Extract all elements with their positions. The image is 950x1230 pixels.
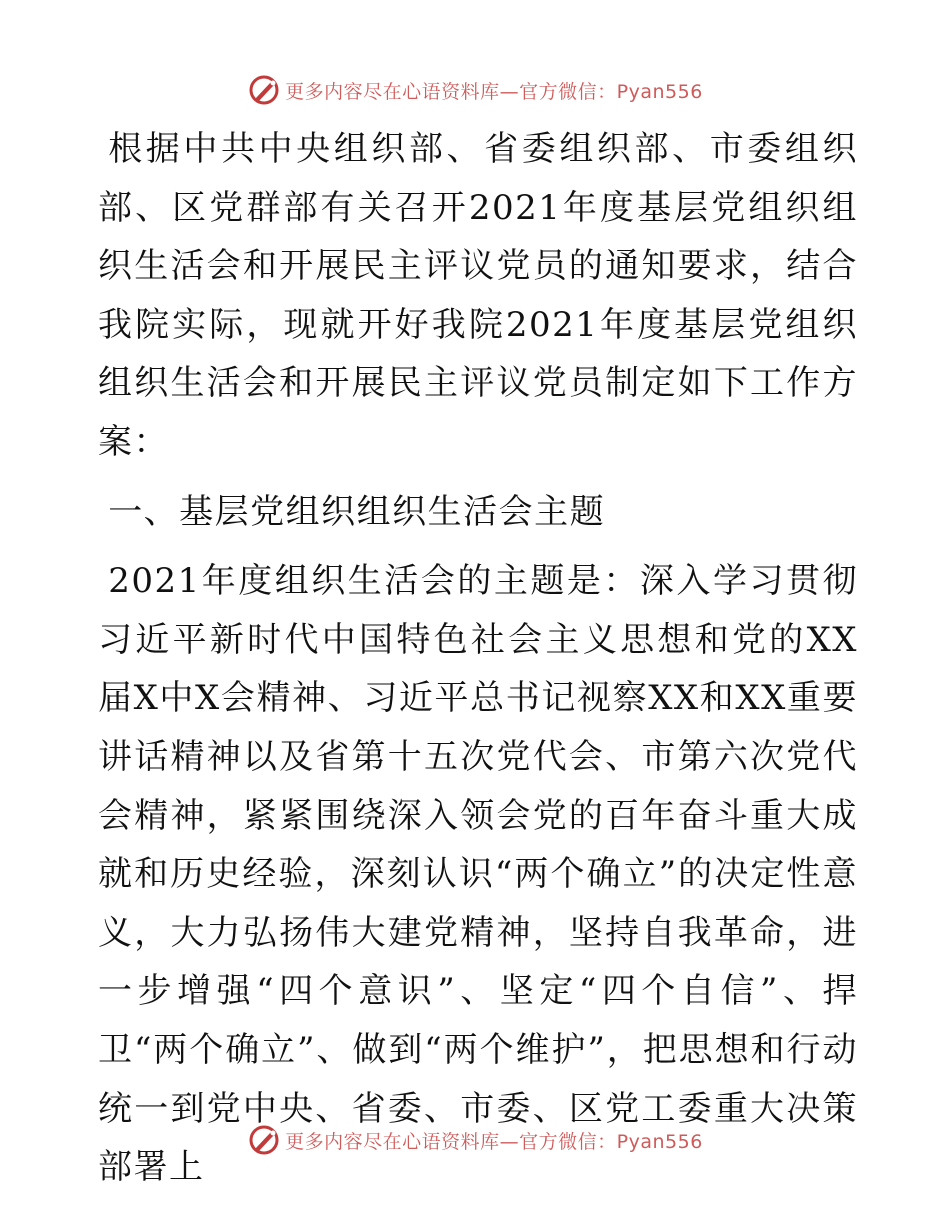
watermark-text: 更多内容尽在心语资料库—官方微信：Pyan556 xyxy=(285,1130,703,1153)
pen-logo-icon xyxy=(247,1123,281,1157)
watermark-text: 更多内容尽在心语资料库—官方微信：Pyan556 xyxy=(285,80,703,103)
intro-paragraph: 根据中共中央组织部、省委组织部、市委组织部、区党群部有关召开2021年度基层党组织组织生活会和开展民主评议党员的通知要求，结合我院实际，现就开好我院2021年度基层党组织组织生活会和开展民主评议党员制定如下工作方案： xyxy=(98,129,858,462)
watermark-footer xyxy=(0,1120,950,1160)
document-body xyxy=(98,120,858,1197)
watermark-header xyxy=(0,70,950,110)
theme-paragraph: 2021年度组织生活会的主题是：深入学习贯彻习近平新时代中国特色社会主义思想和党的XX届X中X会精神、习近平总书记视察XX和XX重要讲话精神以及省第十五次党代会、市第六次党代会精神，紧紧围绕深入领会党的百年奋斗重大成就和历史经验，深刻认识“两个确立”的决定性意义，大力弘扬伟大建党精神，坚持自我革命，进一步增强“四个意识”、坚定“四个自信”、捍卫“两个确立”、做到“两个维护”，把思想和行动统一到党中央、省委、市委、区党工委重大决策部署上 xyxy=(98,561,858,1188)
section-heading: 一、基层党组织组织生活会主题 xyxy=(108,491,606,532)
pen-logo-icon xyxy=(247,73,281,107)
